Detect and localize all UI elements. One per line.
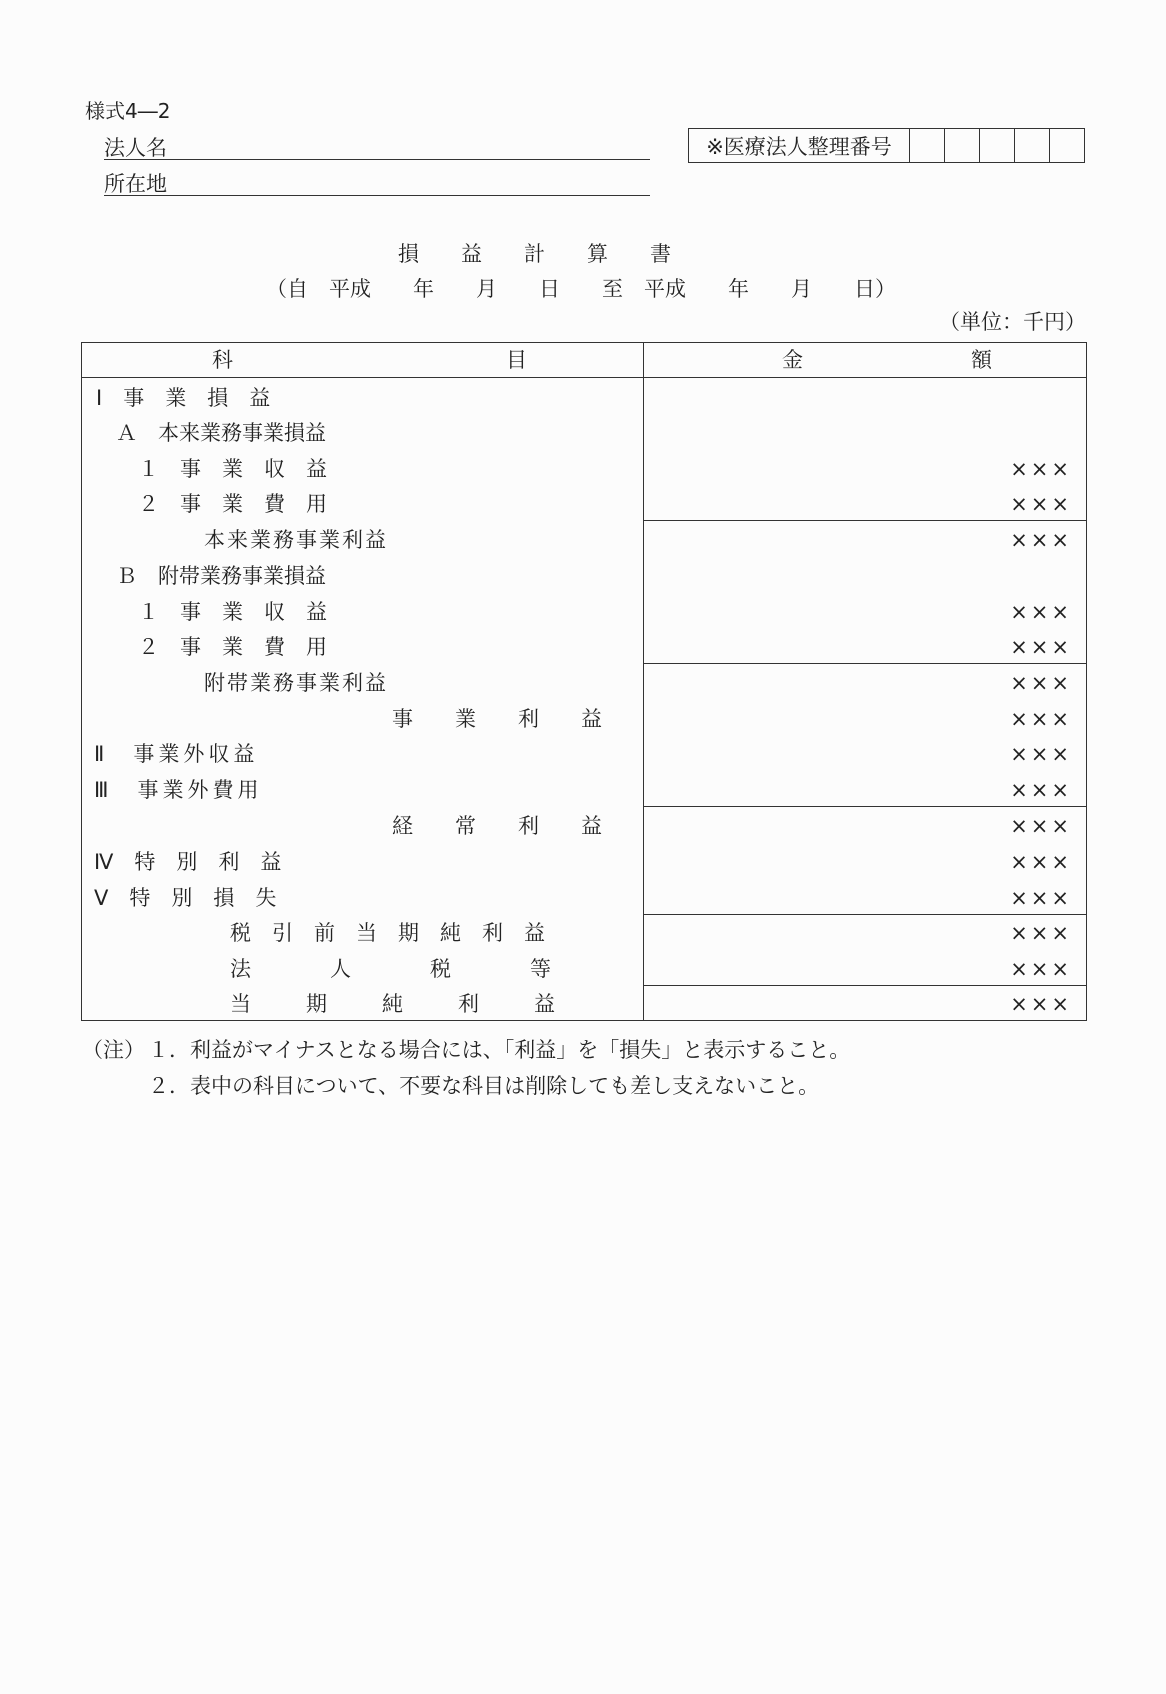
column-divider <box>643 343 644 1020</box>
row-amount: ××× <box>1010 492 1072 516</box>
subtotal-line <box>643 985 1086 986</box>
row-label: １ 事 業 収 益 <box>138 600 327 624</box>
registration-digit-cell[interactable] <box>980 129 1015 162</box>
address-field[interactable] <box>104 195 650 196</box>
row-label: ２ 事 業 費 用 <box>138 635 327 659</box>
row-amount: ××× <box>1010 707 1072 731</box>
row-label: Ⅴ 特 別 損 失 <box>94 886 277 910</box>
row-label: Ⅱ 事業外収益 <box>94 742 259 766</box>
row-label: １ 事 業 収 益 <box>138 457 327 481</box>
row-amount: ××× <box>1010 778 1072 802</box>
period-line: （自 平成 年 月 日 至 平成 年 月 日） <box>266 277 896 301</box>
row-amount: ××× <box>1010 992 1072 1016</box>
note-item: １．利益がマイナスとなる場合には、「利益」を「損失」と表示すること。 <box>148 1038 851 1062</box>
row-amount: ××× <box>1010 886 1072 910</box>
row-label: Ⅰ 事 業 損 益 <box>96 386 271 410</box>
income-statement-table <box>81 342 1087 1021</box>
row-label: 附帯業務事業利益 <box>204 671 388 695</box>
registration-number-box <box>688 128 1085 163</box>
row-amount: ××× <box>1010 671 1072 695</box>
subtotal-line <box>643 914 1086 915</box>
registration-digit-cell[interactable] <box>945 129 980 162</box>
form-number: 様式4―2 <box>85 99 171 123</box>
row-amount: ××× <box>1010 457 1072 481</box>
subtotal-line <box>643 806 1086 807</box>
note-item: ２．表中の科目について、不要な科目は削除しても差し支えないこと。 <box>148 1074 820 1098</box>
document-title: 損 益 計 算 書 <box>398 242 671 266</box>
row-amount: ××× <box>1010 814 1072 838</box>
row-label: 事 業 利 益 <box>392 707 602 731</box>
registration-digit-cell[interactable] <box>1015 129 1050 162</box>
corp-name-field[interactable] <box>104 159 650 160</box>
row-label: 当 期 純 利 益 <box>230 992 553 1016</box>
registration-number-label: ※医療法人整理番号 <box>689 129 910 162</box>
row-amount: ××× <box>1010 957 1072 981</box>
row-amount: ××× <box>1010 600 1072 624</box>
row-label: 経 常 利 益 <box>392 814 602 838</box>
subtotal-line <box>643 663 1086 664</box>
row-label: Ⅳ 特 別 利 益 <box>94 850 282 874</box>
row-amount: ××× <box>1010 850 1072 874</box>
row-amount: ××× <box>1010 921 1072 945</box>
address-label: 所在地 <box>104 172 167 196</box>
row-amount: ××× <box>1010 528 1072 552</box>
row-amount: ××× <box>1010 742 1072 766</box>
column-header-subject: 科 目 <box>212 348 527 372</box>
row-label: 本来業務事業利益 <box>204 528 388 552</box>
unit-label: （単位：千円） <box>939 310 1086 334</box>
row-label: Ａ 本来業務事業損益 <box>116 421 326 445</box>
header-divider <box>82 377 1086 378</box>
row-label: 税 引 前 当 期 純 利 益 <box>230 921 545 945</box>
registration-digit-cell[interactable] <box>910 129 945 162</box>
notes-prefix: （注） <box>82 1038 145 1062</box>
registration-digit-cell[interactable] <box>1050 129 1084 162</box>
row-label: Ｂ 附帯業務事業損益 <box>116 564 326 588</box>
subtotal-line <box>643 520 1086 521</box>
corp-name-label: 法人名 <box>104 136 167 160</box>
row-label: ２ 事 業 費 用 <box>138 492 327 516</box>
row-label: Ⅲ 事業外費用 <box>94 778 263 802</box>
row-label: 法 人 税 等 <box>230 957 550 981</box>
row-amount: ××× <box>1010 635 1072 659</box>
column-header-amount: 金 額 <box>782 348 992 372</box>
